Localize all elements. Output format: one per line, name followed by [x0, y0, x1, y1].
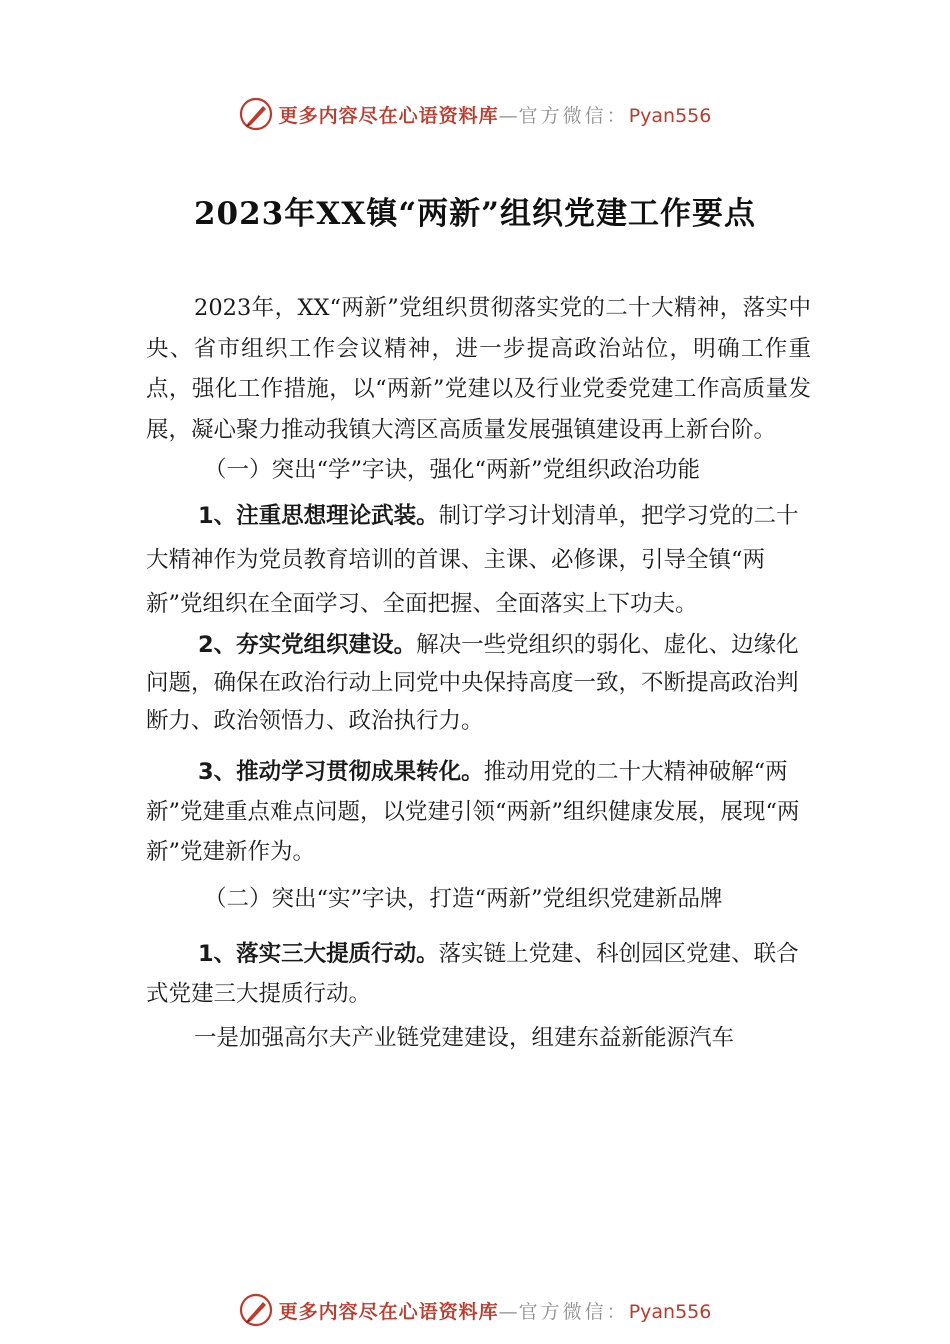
watermark-text — [279, 101, 712, 128]
watermark-separator: — — [498, 1300, 519, 1323]
item-text: 落实链上党建、科创园区党建、联合式党建三大提质行动。 — [146, 941, 799, 1007]
watermark-wechat-id: Pyan556 — [628, 1300, 712, 1323]
section-1-item-2 — [146, 626, 811, 740]
document-body — [146, 288, 811, 1059]
section-1-heading: （一）突出“学”字诀，强化“两新”党组织政治功能 — [204, 457, 701, 483]
item-text: 制订学习计划清单，把学习党的二十大精神作为党员教育培训的首课、主课、必修课，引导全镇“两新”党组织在全面学习、全面把握、全面落实上下功夫。 — [146, 503, 799, 617]
header-watermark — [0, 94, 950, 134]
item-text: 推动用党的二十大精神破解“两新”党建重点难点问题，以党建引领“两新”组织健康发展，展现“两新”党建新作为。 — [146, 759, 800, 865]
item-lead: 3、推动学习贯彻成果转化。 — [198, 759, 484, 785]
watermark-wechat-label: 官方微信： — [518, 104, 629, 127]
pen-logo-icon — [239, 1293, 273, 1327]
document-title: 2023年XX镇“两新”组织党建工作要点 — [193, 196, 757, 232]
item-lead: 2、夯实党组织建设。 — [198, 632, 417, 658]
section-1-item-3 — [146, 752, 811, 872]
watermark-brand: 更多内容尽在心语资料库 — [278, 104, 499, 127]
watermark-separator: — — [498, 104, 519, 127]
item-lead: 1、注重思想理论武装。 — [198, 503, 439, 529]
intro-paragraph: 2023年，XX“两新”党组织贯彻落实党的二十大精神，落实中央、省市组织工作会议精神，进一步提高政治站位，明确工作重点，强化工作措施，以“两新”党建以及行业党委党建工作高质量发展，凝心聚力推动我镇大湾区高质量发展强镇建设再上新台阶。 — [146, 295, 811, 443]
section-2-item-1 — [146, 934, 811, 1014]
footer-watermark — [0, 1290, 950, 1330]
section-2-paragraph: 一是加强高尔夫产业链党建建设，组建东益新能源汽车 — [194, 1025, 735, 1051]
pen-logo-icon — [239, 97, 273, 131]
section-2-heading: （二）突出“实”字诀，打造“两新”党组织党建新品牌 — [204, 886, 723, 912]
item-text: 解决一些党组织的弱化、虚化、边缘化问题，确保在政治行动上同党中央保持高度一致，不断提高政治判断力、政治领悟力、政治执行力。 — [146, 632, 799, 734]
section-1-item-1 — [146, 494, 811, 626]
item-lead: 1、落实三大提质行动。 — [198, 941, 439, 967]
watermark-text — [279, 1297, 712, 1324]
watermark-wechat-label: 官方微信： — [518, 1300, 629, 1323]
watermark-brand: 更多内容尽在心语资料库 — [278, 1300, 499, 1323]
watermark-wechat-id: Pyan556 — [628, 104, 712, 127]
